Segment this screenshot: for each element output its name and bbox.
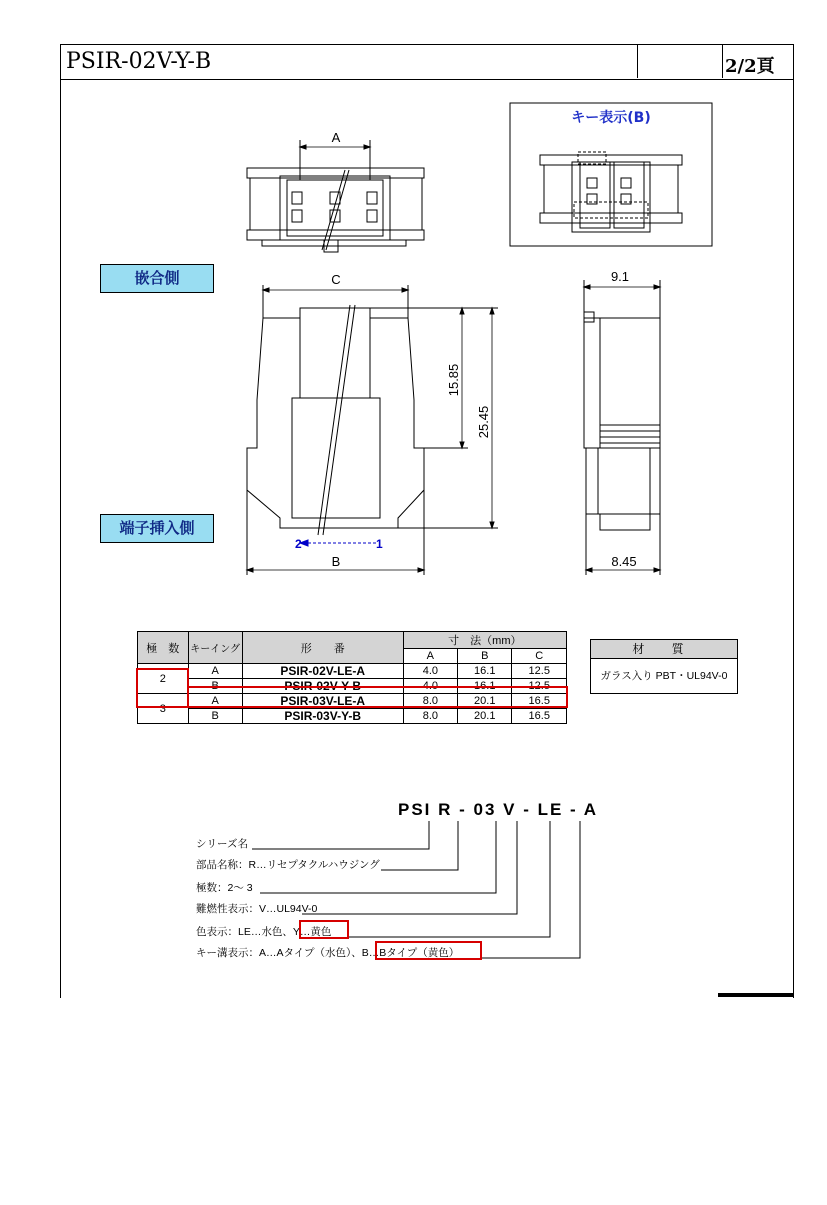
- header-dim-b: B: [458, 649, 512, 664]
- table-row: [138, 709, 567, 724]
- mating-side-label: 嵌合側: [100, 264, 214, 293]
- legend-key-groove: キー溝表示：A…Aタイプ（水色）、B…Bタイプ（黄色）: [196, 947, 460, 959]
- dim-9-1-label: 9.1: [610, 269, 630, 284]
- dim-a-cell: 4.0: [403, 664, 457, 679]
- dim-c-cell: 16.5: [512, 694, 567, 709]
- dim-b-cell: 16.1: [458, 679, 512, 694]
- page-number: 2/2頁: [725, 56, 775, 77]
- part-number-breakdown: PSI R - 03 V - LE - A: [398, 800, 599, 819]
- pin-1-label: 1: [376, 537, 383, 551]
- dim-c-cell: 12.5: [512, 664, 567, 679]
- dim-a-cell: 8.0: [403, 709, 457, 724]
- highlight-row-psir-02v-y-b: [187, 686, 568, 708]
- keying-cell: A: [188, 694, 242, 709]
- highlight-color-yellow: [299, 920, 349, 939]
- dim-b-cell: 20.1: [458, 694, 512, 709]
- header-dimensions: 寸 法（mm）: [403, 632, 566, 649]
- table-row: [138, 664, 567, 679]
- dim-a-label: A: [331, 130, 341, 145]
- material-value: ガラス入り PBT・UL94V-0: [600, 670, 728, 682]
- insertion-side-label: 端子挿入側: [100, 514, 214, 543]
- dim-c-cell: 12.5: [512, 679, 567, 694]
- legend-poles: 極数：2～ 3: [196, 882, 253, 894]
- part-number-cell: PSIR-03V-LE-A: [242, 694, 403, 709]
- dim-b-cell: 16.1: [458, 664, 512, 679]
- header-keying: キーイング: [188, 632, 242, 664]
- material-header: 材 質: [591, 640, 737, 659]
- dim-b-label: B: [331, 554, 341, 569]
- dim-8-45-label: 8.45: [611, 554, 637, 569]
- header-poles: 極 数: [138, 632, 189, 664]
- dim-a-cell: 8.0: [403, 694, 457, 709]
- header-dim-c: C: [512, 649, 567, 664]
- part-number-cell: PSIR-03V-Y-B: [242, 709, 403, 724]
- keying-cell: B: [188, 709, 242, 724]
- dim-c-label: C: [331, 272, 341, 287]
- highlight-poles-2: [136, 668, 189, 708]
- dim-b-cell: 20.1: [458, 709, 512, 724]
- side-view: [584, 280, 660, 575]
- poles-cell: 3: [138, 694, 189, 724]
- dimension-table: [137, 631, 567, 724]
- poles-cell: 2: [138, 664, 189, 694]
- material-box: [590, 639, 738, 694]
- pin-2-label: 2: [295, 537, 302, 551]
- part-number-cell: PSIR-02V-Y-B: [242, 679, 403, 694]
- keying-cell: A: [188, 664, 242, 679]
- top-view: [247, 140, 424, 252]
- dim-25-45-label: 25.45: [476, 405, 491, 439]
- key-view-label: キー表示(B): [571, 110, 651, 126]
- front-view: [247, 285, 498, 575]
- part-number-cell: PSIR-02V-LE-A: [242, 664, 403, 679]
- legend-flammability: 難燃性表示：V…UL94V-0: [196, 903, 318, 915]
- header-dim-a: A: [403, 649, 457, 664]
- keying-cell: B: [188, 679, 242, 694]
- drawing-title: PSIR-02V-Y-B: [66, 49, 212, 74]
- highlight-key-type-b: [375, 941, 482, 960]
- dim-a-cell: 4.0: [403, 679, 457, 694]
- legend-color: 色表示：LE…水色、Y…黄色: [196, 926, 332, 938]
- legend-part-name: 部品名称：R…リセプタクルハウジング: [196, 859, 380, 871]
- dim-c-cell: 16.5: [512, 709, 567, 724]
- dim-15-85-label: 15.85: [446, 363, 461, 397]
- header-part-number: 形 番: [242, 632, 403, 664]
- legend-series: シリーズ名: [196, 838, 248, 850]
